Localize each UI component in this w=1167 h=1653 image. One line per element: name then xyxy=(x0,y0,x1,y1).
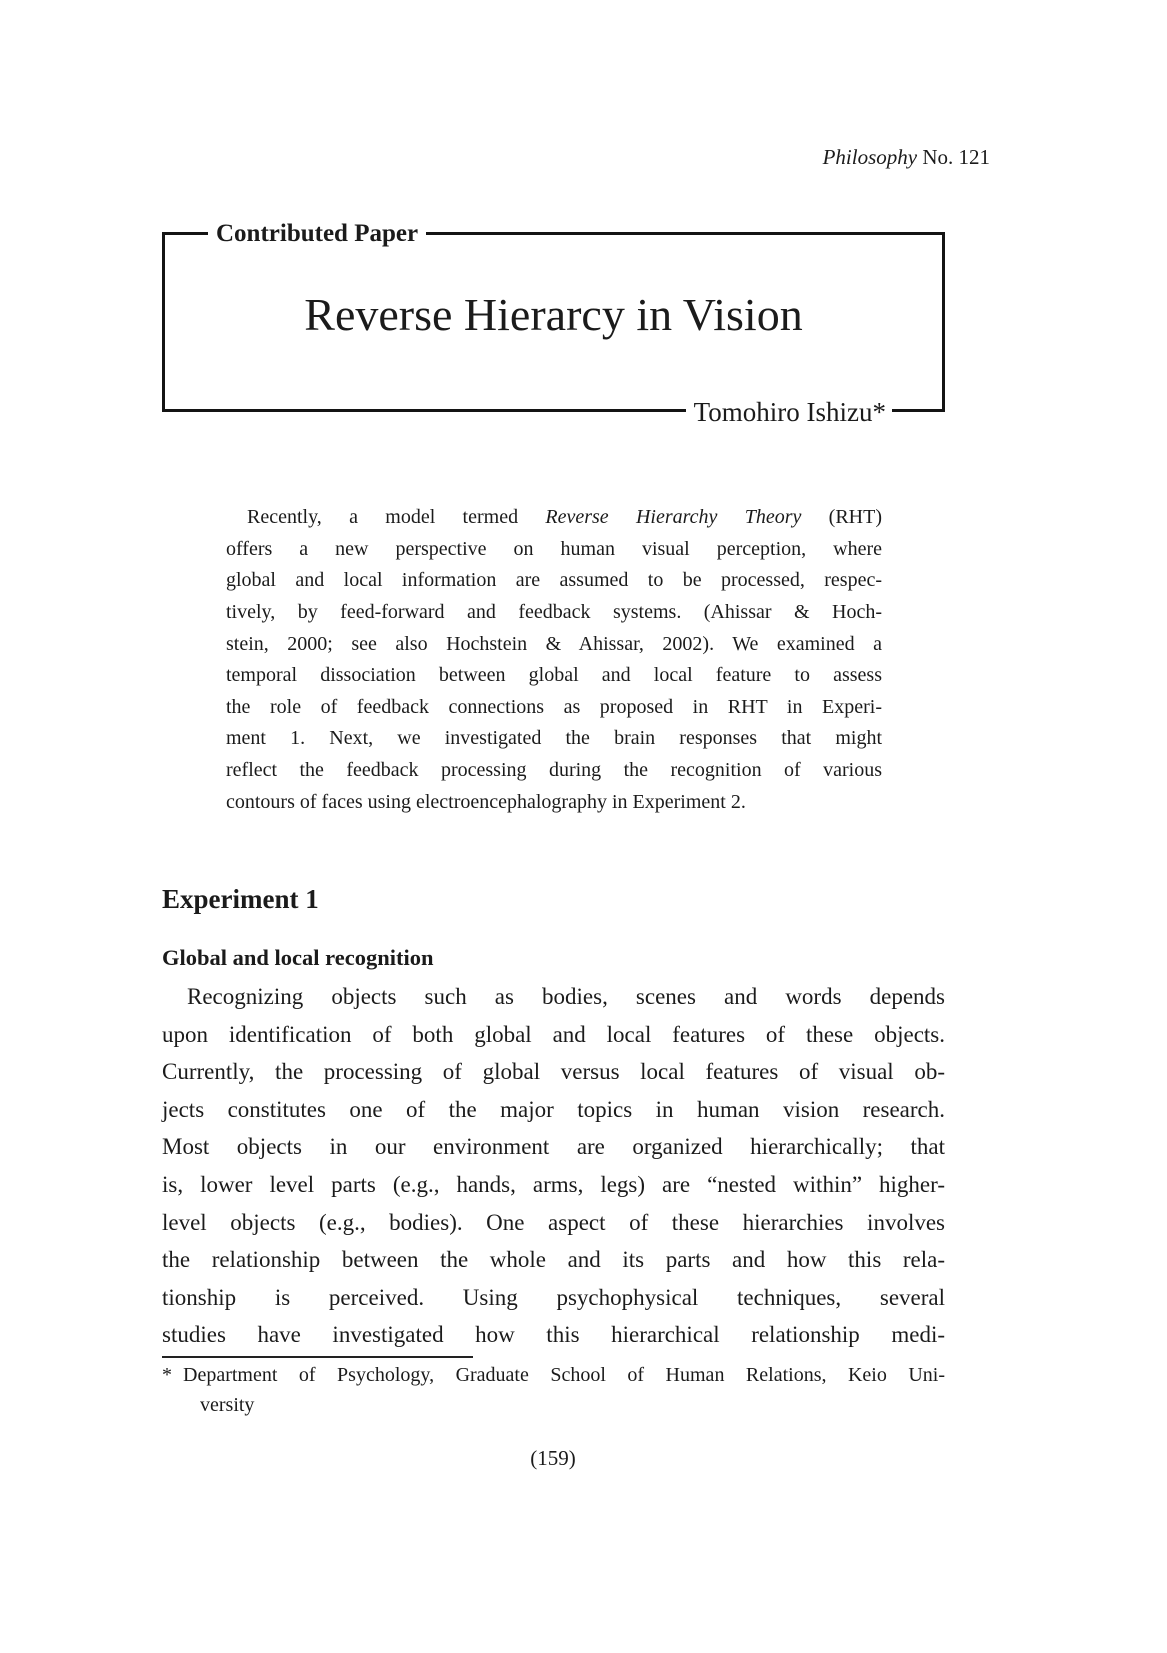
footnote xyxy=(183,1360,945,1420)
abstract-line: contours of faces using electroencephalography in Experiment 2. xyxy=(226,790,746,813)
abstract-line: tively, by feed-forward and feedback systems. (Ahissar & Hoch- xyxy=(226,600,882,623)
body-line: level objects (e.g., bodies). One aspect of these hierarchies involves xyxy=(162,1209,945,1235)
running-header xyxy=(823,145,990,169)
body-line: Currently, the processing of global versus local features of visual ob- xyxy=(162,1059,945,1085)
theory-name: Reverse Hierarchy Theory xyxy=(545,506,802,528)
body-line: Recognizing objects such as bodies, scenes and words depends xyxy=(187,984,945,1009)
section-heading: Experiment 1 xyxy=(162,884,319,914)
article-title: Reverse Hierarcy in Vision xyxy=(304,289,803,340)
abstract-line: ment 1. Next, we investigated the brain responses that might xyxy=(226,727,882,750)
body-line: jects constitutes one of the major topics in human vision research. xyxy=(162,1096,945,1122)
body-line: the relationship between the whole and its parts and how this rela- xyxy=(162,1247,945,1273)
body-line: upon identification of both global and local features of these objects. xyxy=(162,1021,945,1047)
abstract-line: temporal dissociation between global and local feature to assess xyxy=(226,664,882,687)
footnote-divider xyxy=(162,1356,473,1358)
abstract-line: offers a new perspective on human visual perception, where xyxy=(226,537,882,560)
footnote-line: versity xyxy=(200,1394,255,1416)
abstract-line: global and local information are assumed to be processed, respec- xyxy=(226,569,882,592)
abstract-line: the role of feedback connections as proposed in RHT in Experi- xyxy=(226,695,882,718)
body-line: is, lower level parts (e.g., hands, arms, legs) are “nested within” higher- xyxy=(162,1171,945,1197)
body-paragraph xyxy=(162,978,945,1354)
abstract-line xyxy=(226,502,882,534)
footnote-marker: * xyxy=(162,1364,172,1386)
page-number: (159) xyxy=(530,1446,576,1470)
article-type-label: Contributed Paper xyxy=(208,218,426,250)
abstract xyxy=(226,502,882,818)
subsection-heading: Global and local recognition xyxy=(162,945,434,970)
issue-number: No. 121 xyxy=(922,145,990,169)
author-name: Tomohiro Ishizu* xyxy=(686,396,892,428)
abstract-text: Recently, a model termed xyxy=(247,506,519,528)
body-line: Most objects in our environment are organized hierarchically; that xyxy=(162,1134,945,1160)
abstract-line: reflect the feedback processing during the recognition of various xyxy=(226,759,882,782)
abstract-text: (RHT) xyxy=(828,506,882,528)
abstract-line: stein, 2000; see also Hochstein & Ahissar, 2002). We examined a xyxy=(226,632,882,655)
body-line: studies have investigated how this hierarchical relationship medi- xyxy=(162,1322,945,1348)
journal-name: Philosophy xyxy=(822,145,918,169)
footnote-line: Department of Psychology, Graduate School of Human Relations, Keio Uni- xyxy=(183,1364,945,1386)
body-line: tionship is perceived. Using psychophysical techniques, several xyxy=(162,1284,945,1310)
